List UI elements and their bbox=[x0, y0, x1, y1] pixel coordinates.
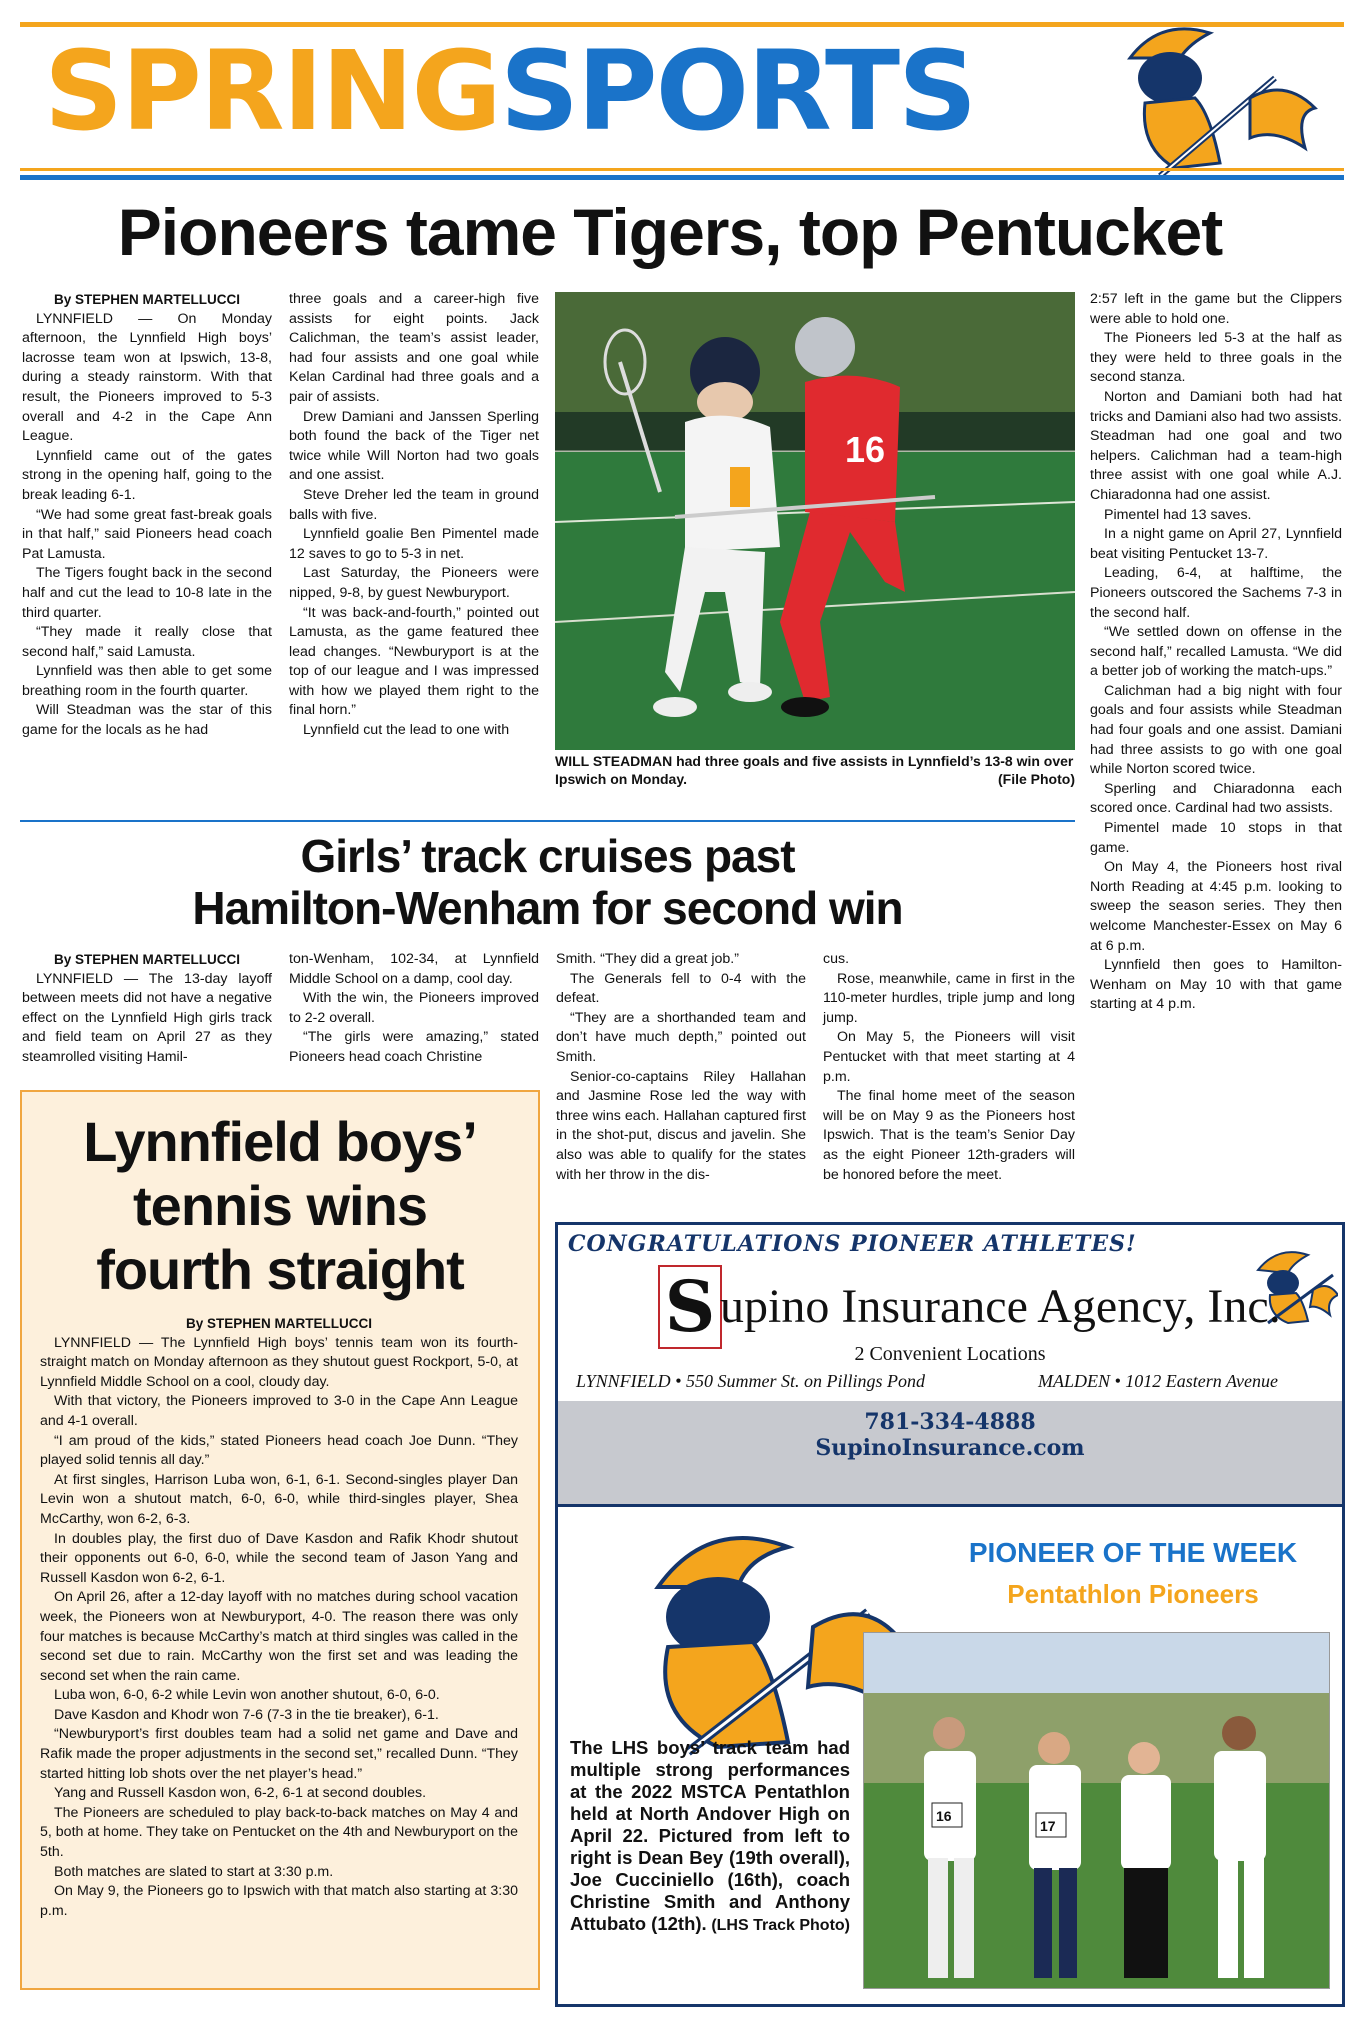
paragraph: Last Saturday, the Pioneers were nipped, 9-8, by guest Newburyport. bbox=[289, 565, 539, 601]
paragraph: At first singles, Harrison Luba won, 6-1, 6-1. Second-singles player Dan Levin won a shutout match, 6-0, 6-0, while third-singles player, Shea McCarthy, won 6-2, 6-3. bbox=[40, 1471, 518, 1527]
track-column-1 bbox=[22, 950, 272, 1068]
masthead-title bbox=[44, 22, 975, 160]
paragraph: ton-Wenham, 102-34, at Lynnfield Middle School on a damp, cool day. bbox=[289, 951, 539, 987]
lacrosse-photo-caption bbox=[555, 752, 1075, 788]
paragraph: On May 9, the Pioneers go to Ipswich with that match also starting at 3:30 p.m. bbox=[40, 1883, 518, 1919]
paragraph: “We settled down on offense in the second half,” recalled Lamusta. “We did a better job of working the match-ups.” bbox=[1090, 624, 1342, 680]
paragraph: Drew Damiani and Janssen Sperling both found the back of the Tiger net twice while Will Norton had two goals and one assist. bbox=[289, 408, 539, 484]
pow-title: PIONEER OF THE WEEK bbox=[968, 1537, 1298, 1568]
paragraph: “They made it really close that second half,” said Lamusta. bbox=[22, 624, 272, 660]
paragraph: Dave Kasdon and Khodr won 7-6 (7-3 in the tie breaker), 6-1. bbox=[54, 1706, 439, 1723]
paragraph: Lynnfield came out of the gates strong in the opening half, going to the break leading 6-1. bbox=[22, 447, 272, 503]
lacrosse-column-2 bbox=[289, 290, 539, 741]
paragraph: Sperling and Chiaradonna each scored once. Cardinal had two assists. bbox=[1090, 780, 1342, 817]
track-column-2 bbox=[289, 950, 539, 1068]
ad-contact-band bbox=[558, 1401, 1342, 1504]
paragraph: In a night game on April 27, Lynnfield beat visiting Pentucket 13-7. bbox=[1090, 526, 1342, 562]
pentathlon-team-photo bbox=[863, 1632, 1330, 1989]
lacrosse-headline: Pioneers tame Tigers, top Pentucket bbox=[117, 195, 1223, 269]
agency-name: upino Insurance Agency, Inc. bbox=[720, 1280, 1281, 1333]
paragraph: In doubles play, the first duo of Dave Kasdon and Rafik Khodr shutout their opponents out 6-0, 6-0, while the second team of Jason Yang and Russell Kasdon won 6-2, 6-1. bbox=[40, 1530, 518, 1586]
track-column-4 bbox=[823, 950, 1075, 1185]
bib-number: 17 bbox=[1040, 1818, 1056, 1834]
paragraph: “They are a shorthanded team and don’t have much depth,” pointed out Smith. bbox=[556, 1009, 806, 1065]
track-column-3 bbox=[556, 950, 806, 1185]
tennis-headline-line-3: fourth straight bbox=[96, 1238, 464, 1301]
paragraph: The Tigers fought back in the second half and cut the lead to 10-8 late in the third quarter. bbox=[22, 565, 272, 621]
track-headline bbox=[20, 830, 1075, 934]
paragraph: Senior-co-captains Riley Hallahan and Jasmine Rose led the way with three wins each. Hallahan captured first in the shot-put, discus and javelin. She also was able to qualify for the states with her throw in the dis- bbox=[556, 1068, 806, 1183]
paragraph: LYNNFIELD — The Lynnfield High boys’ tennis team won its fourth-straight match on Monday afternoon as they shutout guest Rockport, 5-0, at Lynnfield Middle School on a cool, cloudy day. bbox=[40, 1334, 518, 1390]
paragraph: Will Steadman was the star of this game for the locals as he had bbox=[22, 702, 272, 739]
lacrosse-column-1 bbox=[22, 290, 272, 741]
lacrosse-photo bbox=[555, 292, 1075, 750]
masthead-word-spring: SPRING bbox=[44, 27, 500, 155]
pow-description: The LHS boys’ track team had multiple strong performances at the 2022 MSTCA Pentathlon held at North Andover High on April 22. Pictured from left to right is Dean Bey (19th overall), Joe Cucciniello (16th), coach Christine Smith and Anthony Attubato (12th). bbox=[570, 1737, 850, 1934]
caption-text: WILL STEADMAN had three goals and five assists in Lynnfield’s 13-8 win over Ipswich on Monday. bbox=[555, 753, 1074, 787]
paragraph: Pimentel had 13 saves. bbox=[1104, 506, 1252, 523]
paragraph: Lynnfield was then able to get some breathing room in the fourth quarter. bbox=[22, 663, 272, 699]
track-headline-line-2: Hamilton-Wenham for second win bbox=[192, 882, 903, 934]
paragraph: three goals and a career-high five assists for eight points. Jack Calichman, the team’s assist leader, had four assists and one goal while Kelan Cardinal had three goals and a pair of assists. bbox=[289, 291, 539, 405]
paragraph: cus. bbox=[823, 951, 850, 967]
paragraph: The Generals fell to 0-4 with the defeat. bbox=[556, 970, 806, 1007]
paragraph: On April 26, after a 12-day layoff with no matches during school vacation week, the Pioneers won at Newburyport, 4-0. The reason there was only four matches is because McCarthy’s match at third singles was called in the second set due to rain. McCarthy won the first set and was leading the second set when the rain came. bbox=[40, 1589, 518, 1684]
paragraph: Calichman had a big night with four goals and four assists while Steadman had four goals and one assist. Damiani had three assists to go with one goal while Norton scored twice. bbox=[1090, 682, 1342, 778]
paragraph: On May 4, the Pioneers host rival North Reading at 4:45 p.m. looking to sweep the season series. They then welcome Manchester-Essex on May 6 at 6 p.m. bbox=[1090, 859, 1342, 954]
paragraph: Leading, 6-4, at halftime, the Pioneers outscored the Sachems 7-3 in the second half. bbox=[1090, 565, 1342, 621]
track-headline-line-1: Girls’ track cruises past bbox=[300, 830, 795, 882]
masthead-blue-rule bbox=[20, 175, 1344, 180]
pow-photo-credit: (LHS Track Photo) bbox=[711, 1917, 850, 1934]
agency-logo-initial: S bbox=[658, 1265, 722, 1349]
paragraph: Steve Dreher led the team in ground balls with five. bbox=[289, 486, 539, 523]
track-byline: By STEPHEN MARTELLUCCI bbox=[53, 952, 240, 967]
paragraph: On May 5, the Pioneers will visit Pentucket with that meet starting at 4 p.m. bbox=[823, 1029, 1075, 1085]
pow-subtitle: Pentathlon Pioneers bbox=[1007, 1579, 1259, 1609]
paragraph: Lynnfield then goes to Hamilton-Wenham on May 10 with that game starting at 4 p.m. bbox=[1090, 957, 1342, 1013]
caption-credit: (File Photo) bbox=[998, 771, 1075, 787]
paragraph: Rose, meanwhile, came in first in the 110-meter hurdles, triple jump and long jump. bbox=[823, 970, 1075, 1026]
paragraph: “The girls were amazing,” stated Pioneers head coach Christine bbox=[289, 1029, 539, 1065]
paragraph: LYNNFIELD — The 13-day layoff between meets did not have a negative effect on the Lynnfield High girls track and field team on April 27 as they steamrolled visiting Hamil- bbox=[22, 970, 272, 1065]
ad-banner: CONGRATULATIONS PIONEER ATHLETES! bbox=[568, 1231, 1137, 1257]
tennis-headline bbox=[22, 1110, 538, 1302]
paragraph: The Pioneers led 5-3 at the half as they were held to three goals in the second stanza. bbox=[1090, 330, 1342, 386]
paragraph: With the win, the Pioneers improved to 2-2 overall. bbox=[289, 990, 539, 1026]
pioneer-of-the-week-box bbox=[555, 1507, 1345, 2007]
masthead-word-sports: SPORTS bbox=[499, 27, 976, 155]
paragraph: The Pioneers are scheduled to play back-to-back matches on May 4 and 5, both at home. They take on Pentucket on the 4th and Newburyport on the 5th. bbox=[40, 1804, 518, 1861]
pioneer-mascot-icon bbox=[1100, 18, 1320, 178]
paragraph: “It was back-and-fourth,” pointed out Lamusta, as the game featured thee lead changes. “Newburyport is at the top of our league and I was impressed with how we played them right to the final horn.” bbox=[289, 604, 539, 719]
paragraph: Norton and Damiani both had hat tricks and Damiani also had two assists. Steadman had one goal and two helpers. Calichman had a team-high three assist with one goal while A.J. Chiaradonna had one assist. bbox=[1090, 388, 1342, 503]
lacrosse-column-4 bbox=[1090, 290, 1342, 1015]
bib-number: 16 bbox=[936, 1808, 952, 1824]
locations-title: 2 Convenient Locations bbox=[854, 1343, 1046, 1365]
paragraph: The final home meet of the season will be on May 9 as the Pioneers host Ipswich. That is the team’s Senior Day as the eight Pioneer 12th-graders will be honored before the meet. bbox=[823, 1088, 1075, 1183]
location-lynnfield: LYNNFIELD • 550 Summer St. on Pillings Pond bbox=[576, 1371, 925, 1391]
tennis-story-box bbox=[20, 1090, 540, 1990]
jersey-number: 16 bbox=[845, 429, 886, 470]
tennis-headline-line-2: tennis wins bbox=[133, 1174, 427, 1237]
insurance-ad bbox=[555, 1222, 1345, 1507]
paragraph: Both matches are slated to start at 3:30 p.m. bbox=[54, 1863, 334, 1880]
tennis-body bbox=[40, 1314, 518, 1921]
paragraph: Smith. “They did a great job.” bbox=[556, 951, 739, 967]
paragraph: Luba won, 6-0, 6-2 while Levin won another shutout, 6-0, 6-0. bbox=[54, 1687, 440, 1704]
lacrosse-byline: By STEPHEN MARTELLUCCI bbox=[53, 292, 240, 307]
paragraph: LYNNFIELD — On Monday afternoon, the Lynnfield High boys’ lacrosse team won at Ipswich, 13-8, during a steady rainstorm. With that result, the Pioneers improved to 5-3 overall and 4-2 in the Cape Ann League. bbox=[22, 310, 272, 445]
website-link[interactable]: SupinoInsurance.com bbox=[815, 1435, 1085, 1461]
paragraph: 2:57 left in the game but the Clippers were able to hold one. bbox=[1090, 291, 1342, 327]
paragraph: Lynnfield cut the lead to one with bbox=[303, 722, 510, 739]
masthead-orange-rule bbox=[20, 168, 1344, 171]
phone-number: 781-334-4888 bbox=[864, 1409, 1036, 1435]
tennis-headline-line-1: Lynnfield boys’ bbox=[83, 1110, 477, 1173]
paragraph: “Newburyport’s first doubles team had a solid net game and Dave and Rafik made the proper adjustments in the second set,” recalled Dunn. “They started hitting lob shots over the net player’s head.” bbox=[40, 1726, 518, 1782]
paragraph: Yang and Russell Kasdon won, 6-2, 6-1 at second doubles. bbox=[54, 1785, 427, 1802]
paragraph: Lynnfield goalie Ben Pimentel made 12 saves to go to 5-3 in net. bbox=[289, 526, 539, 562]
paragraph: “We had some great fast-break goals in that half,” said Pioneers head coach Pat Lamusta. bbox=[22, 506, 272, 562]
paragraph: “I am proud of the kids,” stated Pioneers head coach Joe Dunn. “They played solid tennis all day.” bbox=[40, 1432, 518, 1469]
paragraph: Pimentel made 10 stops in that game. bbox=[1090, 820, 1342, 856]
section-divider bbox=[20, 820, 1075, 822]
large-mascot-icon bbox=[598, 1517, 898, 1757]
paragraph: With that victory, the Pioneers improved to 3-0 in the Cape Ann League and 4-1 overall. bbox=[40, 1393, 518, 1429]
location-malden: MALDEN • 1012 Eastern Avenue bbox=[1038, 1371, 1278, 1391]
tennis-byline: By STEPHEN MARTELLUCCI bbox=[185, 1316, 372, 1331]
